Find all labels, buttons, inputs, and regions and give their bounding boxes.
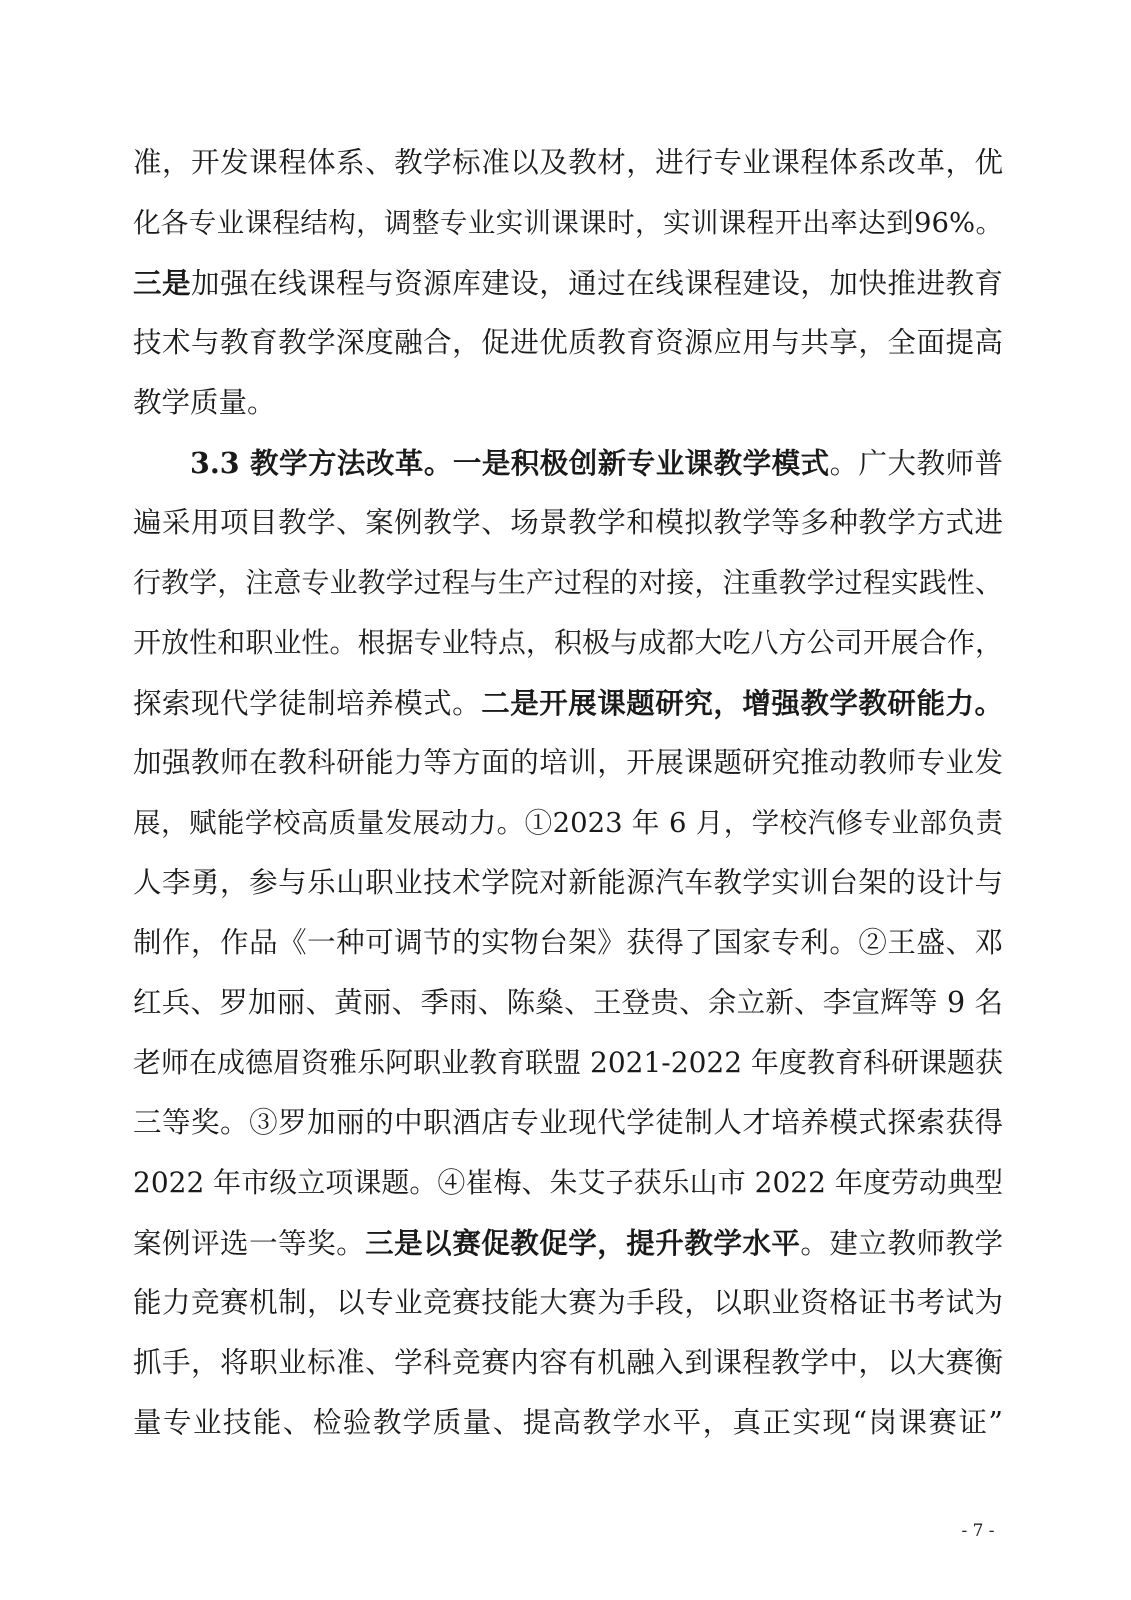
- text-span: 人李勇，参与乐山职业技术学院对新能源汽车教学实训台架的设计与: [133, 866, 1003, 899]
- text-span: 准，开发课程体系、教学标准以及教材，进行专业课程体系改革，优: [133, 146, 1003, 179]
- text-span: 能力竞赛机制，以专业竞赛技能大赛为手段，以职业资格证书考试为: [133, 1286, 1003, 1319]
- text-span: 技术与教育教学深度融合，促进优质教育资源应用与共享，全面提高: [133, 326, 1003, 359]
- text-line: [133, 323, 1003, 363]
- text-line: [133, 923, 1003, 963]
- text-line: [133, 143, 1003, 183]
- bold-lead: 三是以赛促教促学，提升教学水平: [365, 1226, 801, 1260]
- text-line: [133, 863, 1003, 903]
- text-line: [133, 1163, 1003, 1203]
- text-line: [133, 203, 1003, 243]
- text-span: 量专业技能、检验教学质量、提高教学水平，真正实现“岗课赛证”: [133, 1406, 1003, 1439]
- text-span: 加强在线课程与资源库建设，通过在线课程建设，加快推进教育: [191, 267, 1003, 300]
- text-line: [133, 983, 1003, 1023]
- text-line: [133, 383, 1003, 423]
- text-line: [133, 563, 1003, 603]
- text-line: [133, 1223, 1003, 1264]
- bold-lead: 二是开展课题研究，增强教学教研能力。: [481, 686, 1003, 720]
- text-span: 展，赋能学校高质量发展动力。①2023 年 6 月，学校汽修专业部负责: [133, 807, 1003, 839]
- text-line: [133, 1043, 1003, 1083]
- text-span: 探索现代学徒制培养模式。: [133, 687, 482, 720]
- text-span: 老师在成德眉资雅乐阿职业教育联盟 2021-2022 年度教育科研课题获: [133, 1046, 1003, 1079]
- text-line: [133, 803, 1003, 843]
- text-span: 遍采用项目教学、案例教学、场景教学和模拟教学等多种教学方式进: [133, 506, 1003, 539]
- bold-lead: 一是积极创新专业课教学模式: [452, 446, 830, 480]
- text-span: 2022 年市级立项课题。④崔梅、朱艾子获乐山市 2022 年度劳动典型: [133, 1166, 1003, 1199]
- text-line: [133, 683, 1003, 724]
- text-span: 制作，作品《一种可调节的实物台架》获得了国家专利。②王盛、邓: [133, 926, 1003, 959]
- section-heading: 3.3 教学方法改革。: [190, 446, 453, 480]
- text-line: [133, 263, 1003, 304]
- text-span: 行教学，注意专业教学过程与生产过程的对接，注重教学过程实践性、: [133, 566, 1003, 599]
- text-span: 抓手，将职业标准、学科竞赛内容有机融入到课程教学中，以大赛衡: [133, 1346, 1003, 1379]
- text-line: [133, 503, 1003, 543]
- text-line: [133, 1403, 1003, 1443]
- text-span: 。广大教师普: [829, 447, 1003, 480]
- page-number: - 7 -: [961, 1521, 995, 1541]
- text-span: 红兵、罗加丽、黄丽、季雨、陈燊、王登贵、余立新、李宣辉等 9 名: [133, 986, 1003, 1019]
- text-span: 教学质量。: [133, 386, 276, 419]
- text-span: 化各专业课程结构，调整专业实训课课时，实训课程开出率达到96%。: [133, 207, 1003, 239]
- text-line: [133, 743, 1003, 783]
- text-line: [133, 1343, 1003, 1383]
- text-span: 三等奖。③罗加丽的中职酒店专业现代学徒制人才培养模式探索获得: [133, 1106, 1003, 1139]
- text-span: 开放性和职业性。根据专业特点，积极与成都大吃八方公司开展合作，: [133, 626, 1003, 659]
- text-line: [133, 1283, 1003, 1323]
- text-line: [190, 443, 1003, 484]
- bold-lead: 三是: [133, 266, 192, 300]
- text-line: [133, 623, 1003, 663]
- text-span: 加强教师在教科研能力等方面的培训，开展课题研究推动教师专业发: [133, 746, 1003, 779]
- text-span: 案例评选一等奖。: [133, 1227, 366, 1260]
- text-line: [133, 1103, 1003, 1143]
- text-span: 。建立教师教学: [800, 1227, 1003, 1260]
